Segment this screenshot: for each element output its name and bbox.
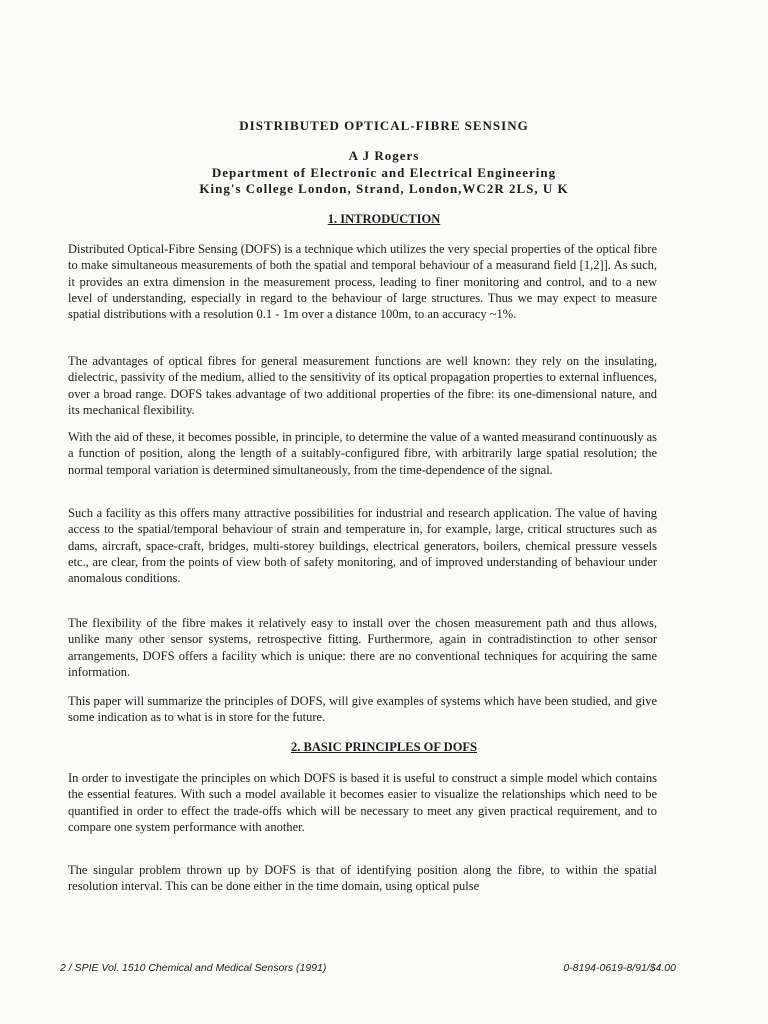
section-heading-basic-principles: 2. BASIC PRINCIPLES OF DOFS: [290, 740, 478, 754]
intro-paragraph: This paper will summarize the principles of DOFS, will give examples of systems which have been studied, and give some indication as to what is in store for the future.: [68, 694, 657, 725]
author-name: A J Rogers: [348, 148, 420, 163]
footer-citation: 2 / SPIE Vol. 1510 Chemical and Medical Sensors (1991): [60, 962, 327, 974]
intro-paragraph: Such a facility as this offers many attractive possibilities for industrial and research application. The value of having access to the spatial/temporal behaviour of strain and temperature in, for example, large, critical structures such as dams, aircraft, space-craft, bridges, multi-storey buildings, electrical generators, boilers, chemical pressure vessels etc., are clear, from the points of view both of safety monitoring, and of improved understanding of behaviour under anomalous conditions.: [68, 506, 657, 586]
paper-title: DISTRIBUTED OPTICAL-FIBRE SENSING: [239, 118, 529, 133]
intro-paragraph: The advantages of optical fibres for general measurement functions are well known: they rely on the insulating, dielectric, passivity of the medium, allied to the sensitivity of its optical propagation properties to external influences, over a broad range. DOFS takes advantage of two additional properties of the fibre: its one-dimensional nature, and its mechanical flexibility.: [68, 354, 657, 417]
affiliation-address: King's College London, Strand, London,WC2R 2LS, U K: [199, 181, 569, 196]
section-heading-introduction: 1. INTRODUCTION: [327, 212, 441, 226]
affiliation-department: Department of Electronic and Electrical Engineering: [211, 165, 557, 180]
intro-paragraph: Distributed Optical-Fibre Sensing (DOFS) is a technique which utilizes the very special properties of the optical fibre to make simultaneous measurements of both the spatial and temporal behaviour of a measurand field [1,2]]. As such, it provides an extra dimension in the measurement process, leading to finer monitoring and control, and to a new level of understanding, especially in regard to the behaviour of large structures. Thus we may expect to measure spatial distributions with a resolution 0.1 - 1m over a distance 100m, to an accuracy ~1%.: [68, 242, 657, 322]
principles-paragraph: In order to investigate the principles on which DOFS is based it is useful to construct a simple model which contains the essential features. With such a model available it becomes easier to visualize the relationships which need to be quantified in order to effect the trade-offs which will be necessary to meet any given practical requirement, and to compare one system performance with another.: [68, 771, 657, 834]
intro-paragraph: With the aid of these, it becomes possible, in principle, to determine the value of a wanted measurand continuously as a function of position, along the length of a suitably-configured fibre, with arbitrarily large spatial resolution; the normal temporal variation is determined simultaneously, from the time-dependence of the signal.: [68, 430, 657, 477]
principles-paragraph: The singular problem thrown up by DOFS is that of identifying position along the fibre, to within the spatial resolution interval. This can be done either in the time domain, using optical pulse: [68, 863, 657, 894]
footer-isbn: 0-8194-0619-8/91/$4.00: [563, 962, 676, 974]
intro-paragraph: The flexibility of the fibre makes it relatively easy to install over the chosen measurement path and thus allows, unlike many other sensor systems, retrospective fitting. Furthermore, again in contradistinction to other sensor arrangements, DOFS offers a facility which is unique: there are no conventional techniques for acquiring the same information.: [68, 616, 657, 679]
